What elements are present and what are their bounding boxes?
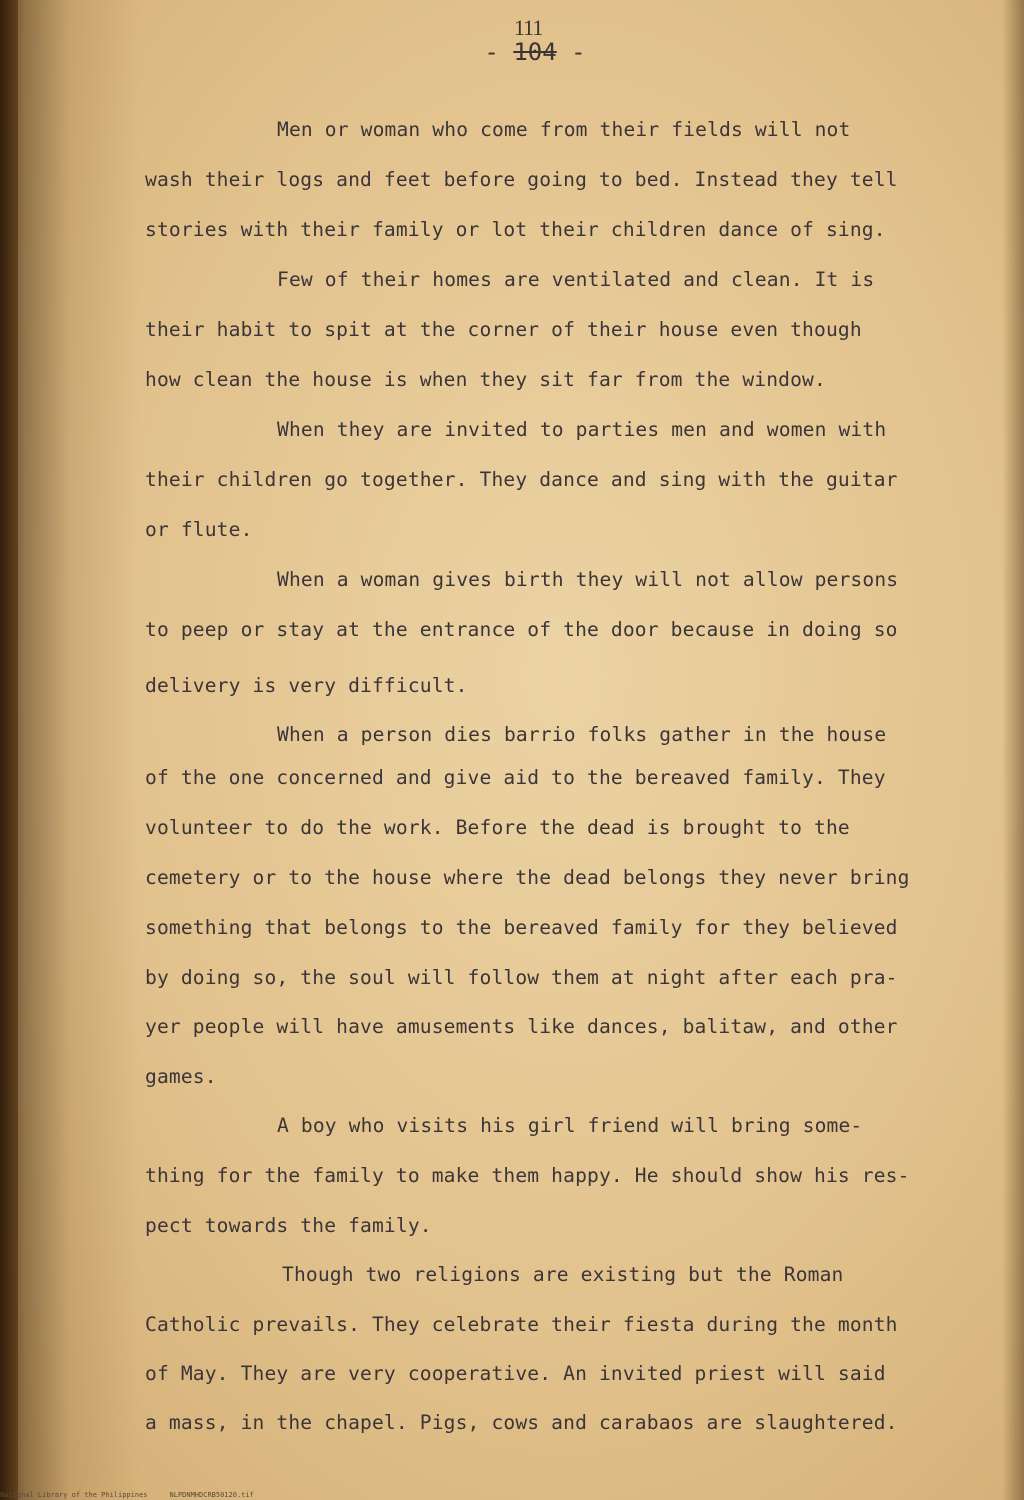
text-line: When a woman gives birth they will not allow persons (277, 568, 899, 591)
text-line: wash their logs and feet before going to bed. Instead they tell (145, 168, 898, 191)
text-line: pect towards the family. (145, 1214, 432, 1237)
text-line: something that belongs to the bereaved family for they believed (145, 916, 898, 939)
struck-page-number: 104 (513, 38, 557, 66)
text-line: volunteer to do the work. Before the dead is brought to the (145, 816, 850, 839)
text-line: A boy who visits his girl friend will bring some- (277, 1114, 863, 1137)
scan-footer (0, 1491, 276, 1499)
text-line: a mass, in the chapel. Pigs, cows and carabaos are slaughtered. (145, 1411, 898, 1434)
text-line: cemetery or to the house where the dead belongs they never bring (145, 866, 910, 889)
page-number (480, 15, 590, 66)
book-spine-shadow (0, 0, 18, 1500)
text-line: to peep or stay at the entrance of the door because in doing so (145, 618, 898, 641)
text-line: yer people will have amusements like dances, balitaw, and other (145, 1015, 898, 1038)
text-line: of the one concerned and give aid to the bereaved family. They (145, 766, 886, 789)
text-line: delivery is very difficult. (145, 674, 468, 697)
text-line: of May. They are very cooperative. An invited priest will said (145, 1362, 886, 1385)
text-line: by doing so, the soul will follow them at night after each pra- (145, 966, 898, 989)
library-credit: National Library of the Philippines (0, 1491, 148, 1499)
scan-filename: NLPDNMHDCRB50120.tif (169, 1491, 254, 1499)
text-line: thing for the family to make them happy. He should show his res- (145, 1164, 910, 1187)
text-line: Though two religions are existing but the Roman (282, 1263, 844, 1286)
text-line: their habit to spit at the corner of their house even though (145, 318, 862, 341)
text-line: their children go together. They dance and sing with the guitar (145, 468, 898, 491)
typed-page-number: - 104 - (484, 38, 586, 66)
text-line: When a person dies barrio folks gather in the house (277, 723, 887, 746)
text-line: or flute. (145, 518, 253, 541)
text-line: stories with their family or lot their children dance of sing. (145, 218, 886, 241)
text-line: Catholic prevails. They celebrate their fiesta during the month (145, 1313, 898, 1336)
text-line: how clean the house is when they sit far from the window. (145, 368, 826, 391)
text-line: Few of their homes are ventilated and clean. It is (277, 268, 875, 291)
text-line: games. (145, 1065, 217, 1088)
handwritten-page-number: 111 (514, 15, 543, 40)
text-line: When they are invited to parties men and women with (277, 418, 887, 441)
text-line: Men or woman who come from their fields will not (277, 118, 851, 141)
